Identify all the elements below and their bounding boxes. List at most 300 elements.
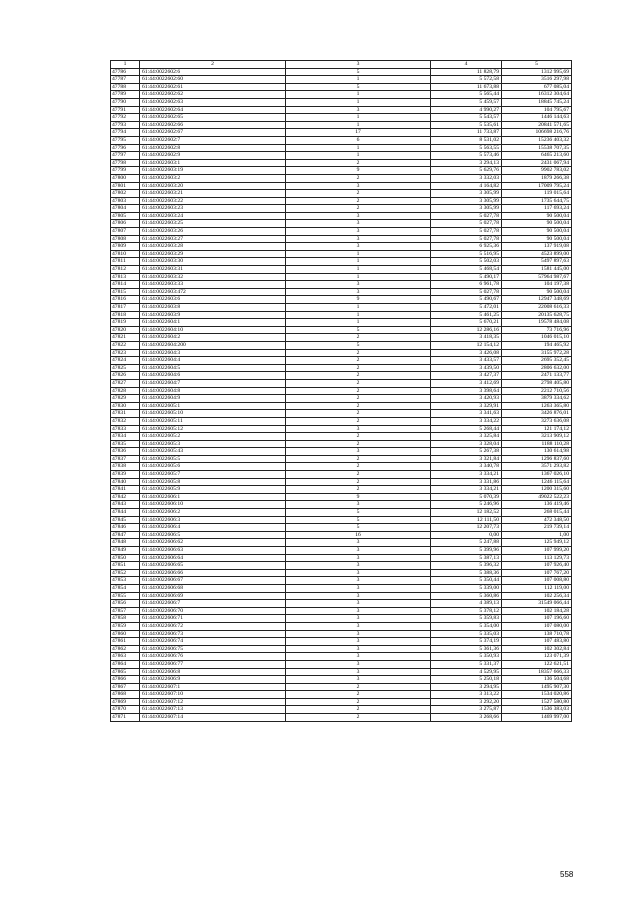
table-row: [111, 159, 572, 167]
table-cell: 47789: [111, 91, 140, 99]
table-cell: 102 302,84: [502, 645, 572, 653]
table-row: [111, 676, 572, 684]
table-cell: 61:44:0022606:7: [140, 600, 286, 608]
table-cell: 3: [286, 243, 431, 251]
table-cell: 47790: [111, 98, 140, 106]
table-cell: 5 246,96: [431, 501, 502, 509]
table-cell: 17: [286, 129, 431, 137]
table-cell: 1735 644,75: [502, 197, 572, 205]
table-cell: 3: [286, 425, 431, 433]
table-cell: 61:44:0022606:62: [140, 539, 286, 547]
table-cell: 3: [286, 676, 431, 684]
table-cell: 1: [286, 98, 431, 106]
table-cell: 61:44:0022606:1: [140, 493, 286, 501]
table-cell: 1367 026,10: [502, 471, 572, 479]
table-cell: 107 483,80: [502, 638, 572, 646]
table-cell: 5 354,00: [431, 622, 502, 630]
table-cell: 3 325,84: [431, 433, 502, 441]
table-cell: 5 516,95: [431, 250, 502, 258]
table-cell: 106698 216,76: [502, 129, 572, 137]
table-cell: 61:44:0022605:9: [140, 486, 286, 494]
table-cell: 61:44:0022604:7: [140, 379, 286, 387]
table-cell: 61:44:0022603:20: [140, 182, 286, 190]
table-cell: 219 739,14: [502, 524, 572, 532]
table-cell: 61:44:0022603:1: [140, 159, 286, 167]
table-cell: 6 961,78: [431, 281, 502, 289]
table-cell: 3 341,63: [431, 410, 502, 418]
table-cell: 61:44:0022606:73: [140, 630, 286, 638]
table-cell: 6465 213,60: [502, 152, 572, 160]
table-cell: 47787: [111, 76, 140, 84]
table-cell: 9: [286, 296, 431, 304]
table-cell: 47786: [111, 68, 140, 76]
table-row: [111, 569, 572, 577]
table-row: [111, 417, 572, 425]
table-cell: 47814: [111, 281, 140, 289]
table-row: [111, 91, 572, 99]
table-cell: 5 490,67: [431, 296, 502, 304]
table-cell: 47811: [111, 258, 140, 266]
table-row: [111, 471, 572, 479]
table-cell: 5 339,00: [431, 584, 502, 592]
table-cell: 61:44:0022602:9: [140, 152, 286, 160]
table-cell: 1: [286, 114, 431, 122]
table-cell: 61:44:0022605:12: [140, 425, 286, 433]
table-cell: 3 418,35: [431, 334, 502, 342]
table-cell: 17009 795,24: [502, 182, 572, 190]
table-cell: 47804: [111, 205, 140, 213]
table-cell: 12947 348,69: [502, 296, 572, 304]
table-row: [111, 706, 572, 714]
table-row: [111, 273, 572, 281]
table-cell: 61:44:0022606:66: [140, 569, 286, 577]
table-cell: 2: [286, 205, 431, 213]
table-cell: 3: [286, 281, 431, 289]
table-cell: 47825: [111, 364, 140, 372]
table-row: [111, 319, 572, 327]
table-cell: 61:44:0022606:72: [140, 622, 286, 630]
table-cell: 5: [286, 524, 431, 532]
table-row: [111, 98, 572, 106]
table-cell: 61:44:0022606:67: [140, 577, 286, 585]
table-cell: 61:44:0022603:6: [140, 296, 286, 304]
table-cell: 5 027,78: [431, 220, 502, 228]
table-row: [111, 197, 572, 205]
table-row: [111, 379, 572, 387]
table-cell: 47860: [111, 630, 140, 638]
table-cell: 1296 837,60: [502, 455, 572, 463]
table-row: [111, 334, 572, 342]
table-row: [111, 114, 572, 122]
table-cell: 2: [286, 357, 431, 365]
table-cell: 61:44:0022606:75: [140, 645, 286, 653]
table-row: [111, 645, 572, 653]
table-cell: 5 502,03: [431, 258, 502, 266]
table-cell: 47817: [111, 304, 140, 312]
table-row: [111, 524, 572, 532]
table-row: [111, 660, 572, 668]
table-header-row: [111, 61, 572, 69]
table-cell: 107 767,20: [502, 569, 572, 577]
table-row: [111, 531, 572, 539]
table-cell: 5 459,57: [431, 98, 502, 106]
table-cell: 2: [286, 471, 431, 479]
table-cell: 6: [286, 136, 431, 144]
table-cell: 1: [286, 319, 431, 327]
table-cell: 5 374,19: [431, 638, 502, 646]
table-cell: 1469 997,00: [502, 714, 572, 722]
table-cell: 47864: [111, 660, 140, 668]
table-cell: 47829: [111, 395, 140, 403]
table-row: [111, 182, 572, 190]
table-cell: 61:44:0022606:63: [140, 547, 286, 555]
table-cell: 5: [286, 341, 431, 349]
table-row: [111, 250, 572, 258]
table-cell: 3: [286, 539, 431, 547]
table-cell: 61:44:0022603:28: [140, 243, 286, 251]
table-cell: 61:44:0022604:8: [140, 387, 286, 395]
table-cell: 3 275,87: [431, 706, 502, 714]
table-cell: 47847: [111, 531, 140, 539]
table-cell: 1200 315,60: [502, 486, 572, 494]
table-cell: 47795: [111, 136, 140, 144]
table-cell: 2695 352,45: [502, 357, 572, 365]
table-cell: 61:44:0022604:1: [140, 319, 286, 327]
table-cell: 5 359,83: [431, 615, 502, 623]
table-cell: 61:44:0022606:9: [140, 676, 286, 684]
table-cell: 3 439,50: [431, 364, 502, 372]
table-cell: 2: [286, 379, 431, 387]
table-cell: 47869: [111, 698, 140, 706]
table-cell: 47801: [111, 182, 140, 190]
table-cell: 2: [286, 349, 431, 357]
table-cell: 47826: [111, 372, 140, 380]
table-cell: 3: [286, 600, 431, 608]
table-cell: 2: [286, 714, 431, 722]
table-cell: 3 426,08: [431, 349, 502, 357]
table-cell: 3 268,66: [431, 714, 502, 722]
table-cell: 5 027,78: [431, 288, 502, 296]
table-cell: 102 184,28: [502, 607, 572, 615]
table-cell: 5 350,44: [431, 577, 502, 585]
table-cell: 61:44:0022602:61: [140, 83, 286, 91]
table-cell: 61:44:0022603:22: [140, 197, 286, 205]
table-cell: 47800: [111, 174, 140, 182]
table-cell: 2: [286, 486, 431, 494]
table-cell: 61:44:0022604:10: [140, 326, 286, 334]
table-cell: 1: [286, 311, 431, 319]
table-cell: 61:44:0022602:64: [140, 106, 286, 114]
table-cell: 47851: [111, 562, 140, 570]
table-cell: 2: [286, 174, 431, 182]
table-cell: 47853: [111, 577, 140, 585]
table-row: [111, 372, 572, 380]
table-cell: 0,00: [431, 531, 502, 539]
table-cell: 47809: [111, 243, 140, 251]
table-cell: 3 340,78: [431, 463, 502, 471]
table-cell: 1046 015,10: [502, 334, 572, 342]
table-cell: 1536 383,03: [502, 706, 572, 714]
table-cell: 61:44:0022603:30: [140, 258, 286, 266]
table-cell: 2: [286, 455, 431, 463]
table-cell: 61:44:0022606:8: [140, 668, 286, 676]
table-cell: 61:44:0022606:76: [140, 653, 286, 661]
table-cell: 9902 783,02: [502, 167, 572, 175]
table-cell: 5 250,18: [431, 676, 502, 684]
cadastral-value-table: [110, 60, 572, 722]
table-cell: 3 334,21: [431, 471, 502, 479]
table-cell: 3 331,86: [431, 478, 502, 486]
table-cell: 47871: [111, 714, 140, 722]
table-cell: 47813: [111, 273, 140, 281]
table-cell: 1: [286, 152, 431, 160]
table-row: [111, 349, 572, 357]
table-cell: 3: [286, 228, 431, 236]
table-cell: 47794: [111, 129, 140, 137]
table-cell: 1534 020,86: [502, 691, 572, 699]
table-cell: 1263 365,80: [502, 402, 572, 410]
table-cell: 9: [286, 493, 431, 501]
table-cell: 1: [286, 258, 431, 266]
table-cell: 3: [286, 577, 431, 585]
table-cell: 47808: [111, 235, 140, 243]
table-cell: 47815: [111, 288, 140, 296]
table-cell: 61:44:0022602:8: [140, 144, 286, 152]
table-cell: 3 332,03: [431, 174, 502, 182]
table-row: [111, 235, 572, 243]
table-cell: 47838: [111, 463, 140, 471]
table-cell: 1879 266,38: [502, 174, 572, 182]
table-cell: 117 693,24: [502, 205, 572, 213]
table-cell: 3: [286, 106, 431, 114]
table-row: [111, 698, 572, 706]
table-cell: 3: [286, 212, 431, 220]
table-cell: 73 716,96: [502, 326, 572, 334]
table-cell: 3: [286, 630, 431, 638]
table-cell: 1495 907,30: [502, 683, 572, 691]
table-row: [111, 592, 572, 600]
table-cell: 47856: [111, 600, 140, 608]
table-cell: 18357 666,33: [502, 668, 572, 676]
table-cell: 6 925,36: [431, 243, 502, 251]
column-header-2: 2: [140, 61, 286, 69]
table-cell: 61:44:0022605:7: [140, 471, 286, 479]
table-cell: 3 328,04: [431, 440, 502, 448]
table-cell: 61:44:0022603:8: [140, 304, 286, 312]
table-row: [111, 243, 572, 251]
table-cell: 5 490,17: [431, 273, 502, 281]
table-body: [111, 68, 572, 721]
table-cell: 5 267,38: [431, 448, 502, 456]
table-row: [111, 83, 572, 91]
table-cell: 47843: [111, 501, 140, 509]
table-cell: 5 027,78: [431, 228, 502, 236]
table-cell: 5 573,46: [431, 152, 502, 160]
table-cell: 12 154,12: [431, 341, 502, 349]
table-cell: 3: [286, 448, 431, 456]
table-cell: 90 500,04: [502, 228, 572, 236]
table-cell: 47788: [111, 83, 140, 91]
table-cell: 3: [286, 607, 431, 615]
table-cell: 47862: [111, 645, 140, 653]
table-cell: 2: [286, 463, 431, 471]
table-cell: 5 472,01: [431, 304, 502, 312]
table-row: [111, 638, 572, 646]
table-cell: 47850: [111, 554, 140, 562]
table-cell: 3: [286, 584, 431, 592]
table-cell: 1: [286, 273, 431, 281]
table-cell: 677 085,04: [502, 83, 572, 91]
table-cell: 47832: [111, 417, 140, 425]
table-cell: 5: [286, 83, 431, 91]
table-row: [111, 630, 572, 638]
table-row: [111, 668, 572, 676]
table-cell: 5 361,36: [431, 645, 502, 653]
table-cell: 5 070,39: [431, 493, 502, 501]
table-cell: 3 321,84: [431, 455, 502, 463]
table-cell: 1: [286, 304, 431, 312]
table-cell: 4 164,82: [431, 182, 502, 190]
table-cell: 5 543,57: [431, 114, 502, 122]
table-cell: 3 427,37: [431, 372, 502, 380]
table-cell: 61:44:0022602:66: [140, 121, 286, 129]
table-row: [111, 539, 572, 547]
table-row: [111, 448, 572, 456]
table-cell: 61:44:0022603:472: [140, 288, 286, 296]
table-cell: 61:44:0022606:74: [140, 638, 286, 646]
table-cell: 15538 707,35: [502, 144, 572, 152]
table-cell: 61:44:0022604:2: [140, 334, 286, 342]
table-cell: 47802: [111, 190, 140, 198]
table-row: [111, 144, 572, 152]
table-cell: 130 614,98: [502, 448, 572, 456]
table-cell: 61:44:0022602:6: [140, 68, 286, 76]
table-cell: 61:44:0022607:13: [140, 706, 286, 714]
table-cell: 5497 897,63: [502, 258, 572, 266]
table-cell: 2: [286, 190, 431, 198]
table-cell: 4 529,95: [431, 668, 502, 676]
table-cell: 61:44:0022603:21: [140, 190, 286, 198]
table-cell: 61:44:0022606:69: [140, 592, 286, 600]
table-cell: 2: [286, 372, 431, 380]
table-cell: 47839: [111, 471, 140, 479]
table-row: [111, 562, 572, 570]
table-cell: 3: [286, 182, 431, 190]
table-cell: 3 420,93: [431, 395, 502, 403]
table-cell: 136 504,68: [502, 676, 572, 684]
table-cell: 61:44:0022605:43: [140, 448, 286, 456]
table-cell: 61:44:0022606:3: [140, 516, 286, 524]
table-cell: 15236 403,32: [502, 136, 572, 144]
table-cell: 123 071,39: [502, 653, 572, 661]
table-cell: 57964 987,67: [502, 273, 572, 281]
table-cell: 47833: [111, 425, 140, 433]
table-cell: 61:44:0022606:5: [140, 531, 286, 539]
table-row: [111, 129, 572, 137]
table-cell: 11 673,88: [431, 83, 502, 91]
table-cell: 47848: [111, 539, 140, 547]
table-cell: 2: [286, 387, 431, 395]
table-cell: 3: [286, 235, 431, 243]
table-cell: 61:44:0022602:67: [140, 129, 286, 137]
table-row: [111, 167, 572, 175]
table-row: [111, 174, 572, 182]
table-row: [111, 615, 572, 623]
table-cell: 18845 745,24: [502, 98, 572, 106]
table-cell: 5 535,61: [431, 121, 502, 129]
table-cell: 1: [286, 250, 431, 258]
table-row: [111, 68, 572, 76]
table-cell: 5: [286, 509, 431, 517]
table-cell: 47866: [111, 676, 140, 684]
table-cell: 47806: [111, 220, 140, 228]
table-cell: 5: [286, 516, 431, 524]
table-cell: 5 461,25: [431, 311, 502, 319]
table-cell: 47868: [111, 691, 140, 699]
table-cell: 61:44:0022603:31: [140, 266, 286, 274]
table-row: [111, 683, 572, 691]
table-cell: 47863: [111, 653, 140, 661]
table-row: [111, 288, 572, 296]
table-cell: 47830: [111, 402, 140, 410]
table-cell: 61:44:0022603:2: [140, 174, 286, 182]
table-cell: 5 563,55: [431, 144, 502, 152]
table-cell: 4 990,27: [431, 106, 502, 114]
table-cell: 5 350,93: [431, 653, 502, 661]
table-cell: 2: [286, 410, 431, 418]
table-cell: 3 433,57: [431, 357, 502, 365]
table-cell: 102 256,34: [502, 592, 572, 600]
table-row: [111, 622, 572, 630]
table-cell: 12 286,16: [431, 326, 502, 334]
table-row: [111, 584, 572, 592]
table-cell: 2: [286, 395, 431, 403]
table-row: [111, 455, 572, 463]
table-row: [111, 76, 572, 84]
table-cell: 3213 909,12: [502, 433, 572, 441]
table-cell: 3 294,13: [431, 159, 502, 167]
table-cell: 5 468,54: [431, 266, 502, 274]
table-cell: 5: [286, 68, 431, 76]
table-cell: 11 828,79: [431, 68, 502, 76]
table-row: [111, 266, 572, 274]
table-cell: 2: [286, 698, 431, 706]
table-cell: 47840: [111, 478, 140, 486]
table-cell: 61:44:0022605:1: [140, 402, 286, 410]
table-cell: 61:44:0022605:5: [140, 455, 286, 463]
table-cell: 2: [286, 478, 431, 486]
table-cell: 3 329,91: [431, 402, 502, 410]
table-cell: 61:44:0022606:4: [140, 524, 286, 532]
table-cell: 8 531,02: [431, 136, 502, 144]
table-cell: 2: [286, 706, 431, 714]
table-cell: 1: [286, 76, 431, 84]
table-cell: 5 378,12: [431, 607, 502, 615]
table-row: [111, 106, 572, 114]
table-cell: 3 334,21: [431, 486, 502, 494]
table-cell: 5 360,86: [431, 592, 502, 600]
table-cell: 3: [286, 592, 431, 600]
table-cell: 47792: [111, 114, 140, 122]
table-cell: 61:44:0022603:29: [140, 250, 286, 258]
table-cell: 112 119,00: [502, 584, 572, 592]
table-cell: 107 008,80: [502, 577, 572, 585]
table-cell: 3: [286, 660, 431, 668]
table-cell: 3: [286, 645, 431, 653]
table-cell: 1527 580,80: [502, 698, 572, 706]
table-cell: 3 305,99: [431, 205, 502, 213]
table-row: [111, 547, 572, 555]
